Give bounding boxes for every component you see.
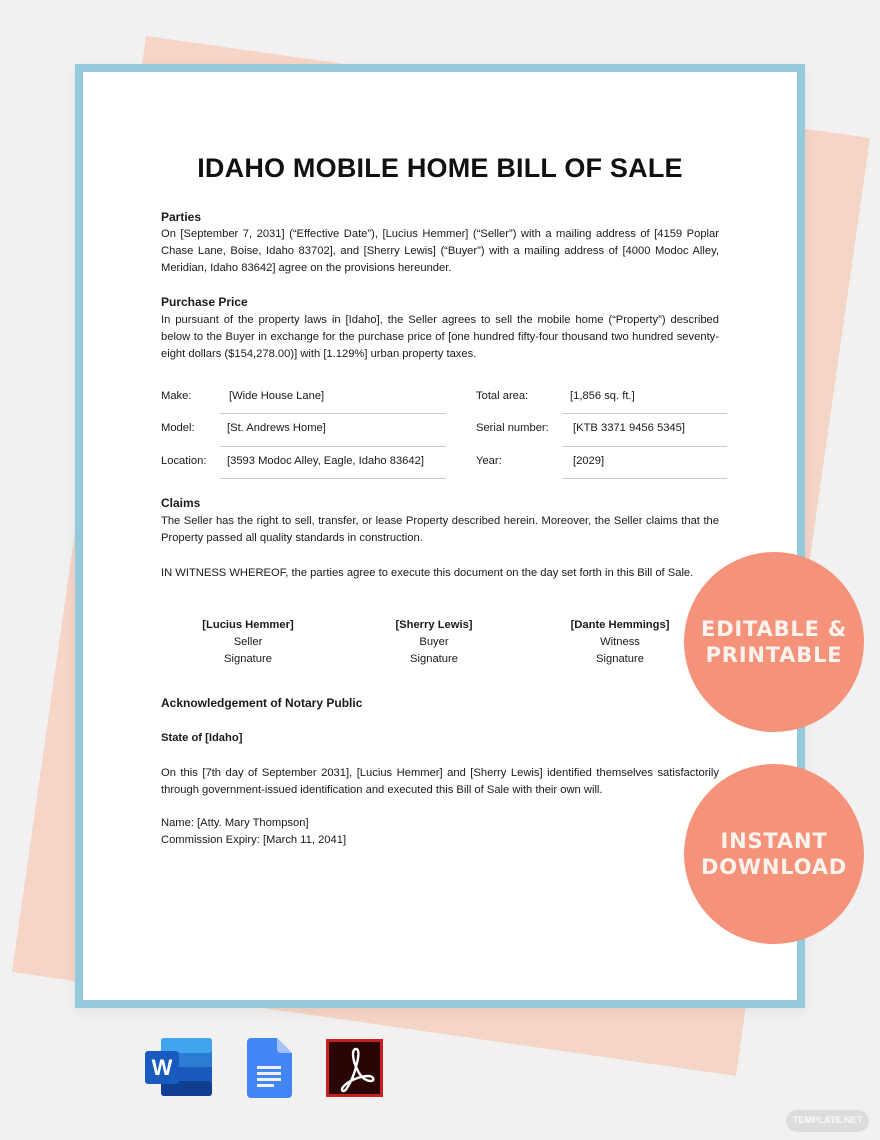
badge-line: EDITABLE & (701, 617, 847, 641)
total-area-value: [1,856 sq. ft.] (570, 390, 635, 402)
word-icon[interactable] (145, 1038, 213, 1096)
signature-block-seller (158, 617, 338, 668)
notary-name: Name: [Atty. Mary Thompson] (161, 817, 309, 829)
year-label: Year: (476, 455, 502, 467)
location-value: [3593 Modoc Alley, Eagle, Idaho 83642] (227, 455, 424, 467)
notary-state: State of [Idaho] (161, 732, 243, 744)
template-net-watermark[interactable]: TEMPLATE.NET (786, 1110, 869, 1132)
divider (220, 446, 446, 447)
signature-caption: Signature (596, 653, 644, 665)
svg-text:W: W (151, 1055, 173, 1080)
badge-line: PRINTABLE (705, 643, 843, 667)
model-label: Model: (161, 422, 195, 434)
divider (220, 478, 446, 479)
section-heading-notary: Acknowledgement of Notary Public (161, 696, 363, 710)
serial-number-value: [KTB 3371 9456 5345] (573, 422, 685, 434)
location-label: Location: (161, 455, 207, 467)
divider (220, 413, 446, 414)
google-docs-icon[interactable] (247, 1038, 292, 1098)
section-heading-parties: Parties (161, 210, 202, 224)
total-area-label: Total area: (476, 390, 529, 402)
signatory-name: [Dante Hemmings] (570, 619, 670, 631)
notary-paragraph: On this [7th day of September 2031], [Lucius Hemmer] and [Sherry Lewis] identified themselves satisfactorily through government-issued identification and executed this Bill of Sale with their own will. (161, 767, 719, 796)
divider (563, 413, 727, 414)
signature-block-witness (530, 617, 710, 668)
witness-clause: IN WITNESS WHEREOF, the parties agree to execute this document on the day set forth in this Bill of Sale. (161, 567, 694, 579)
divider (563, 446, 727, 447)
serial-number-label: Serial number: (476, 422, 549, 434)
purchase-price-paragraph: In pursuant of the property laws in [Idaho], the Seller agrees to sell the mobile home (“Property”) described below to the Buyer in exchange for the purchase price of [one hundred fifty-four thousand two hundred seventy-eight dollars ($154,278.00)] with [1.129%] urban property taxes. (161, 314, 719, 360)
editable-printable-badge (684, 552, 864, 732)
signature-block-buyer (344, 617, 524, 668)
document-title: IDAHO MOBILE HOME BILL OF SALE (197, 153, 683, 183)
signature-caption: Signature (410, 653, 458, 665)
signatory-role: Buyer (419, 636, 449, 648)
section-heading-purchase-price: Purchase Price (161, 295, 248, 309)
make-value: [Wide House Lane] (229, 390, 325, 402)
signature-caption: Signature (224, 653, 272, 665)
model-value: [St. Andrews Home] (227, 422, 326, 434)
pdf-icon[interactable] (326, 1039, 383, 1097)
notary-commission-expiry: Commission Expiry: [March 11, 2041] (161, 834, 347, 846)
signatory-name: [Lucius Hemmer] (202, 619, 294, 631)
year-value: [2029] (573, 455, 605, 467)
signatory-role: Seller (233, 636, 263, 648)
divider (563, 478, 727, 479)
signatory-role: Witness (600, 636, 640, 648)
instant-download-badge (684, 764, 864, 944)
signatory-name: [Sherry Lewis] (395, 619, 473, 631)
make-label: Make: (161, 390, 192, 402)
badge-line: DOWNLOAD (700, 855, 848, 879)
claims-paragraph: The Seller has the right to sell, transfer, or lease Property described herein. Moreover, the Seller claims that the Property passed all quality standards in construction. (161, 515, 719, 544)
parties-paragraph: On [September 7, 2031] (“Effective Date”), [Lucius Hemmer] (“Seller”) with a mailing address of [4159 Poplar Chase Lane, Boise, Idaho 83702], and [Sherry Lewis] (“Buyer”) with a mailing address of [4000 Modoc Alley, Meridian, Idaho 83642] agree on the provisions hereunder. (161, 228, 719, 274)
badge-line: INSTANT (720, 829, 828, 853)
section-heading-claims: Claims (161, 496, 201, 510)
